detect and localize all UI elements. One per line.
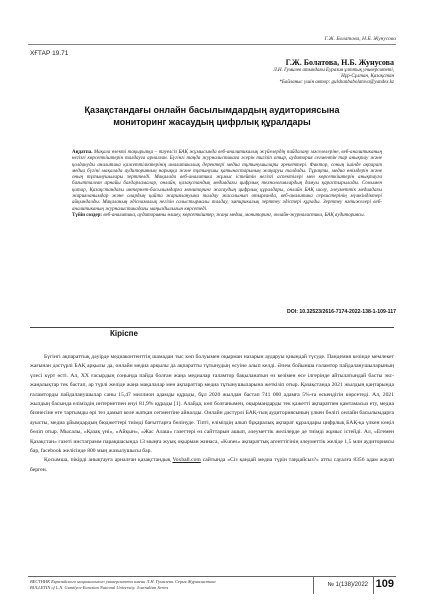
keywords-text: веб-аналитика, аудиторияны өлшеу, көрсеткіштер, жаңа медиа, мониторинг, онлайн-журналистика, БАҚ аудиториясы. [103,212,365,218]
abstract-block [72,150,382,219]
title-line-1: Қазақстандағы онлайн басылымдардың аудиториясына [84,105,340,115]
running-head: Г.Ж. Болатова, Н.Б. Жунусова [324,36,396,42]
body-text [30,353,394,475]
doi-link[interactable]: DOI: 10.32523/2616-7174-2022-138-1-109-117 [286,309,396,315]
body-paragraph-2 [30,456,394,475]
title-line-2: мониторинг жасаудың цифрлық құралдары [113,117,311,127]
keywords-label: Түйін сөздер: [72,212,103,218]
voxball-link[interactable]: Voxball.com [172,457,201,464]
page-number: 109 [375,578,394,590]
body-paragraph-2-prefix: Қосымша, пікірді анықтауға арналған қазақстандық [44,457,171,464]
section-divider [30,327,394,328]
body-paragraph-1: Бүгінгі ақпараттық дәуірде медиаконтенттің шамадан тыс көп болуымен оқырман назарын аударуы қиындай түсуде. Пандемия кезінде мемлекет жағынан дәстүрлі БАҚ арқылы да, онлайн медиа арқылы да ақпаратты тұтынудың өсуіне алып келді. Әлем бойынша ғаламтор пайдаланушыларының үлесі күрт өсті. Ал, ХХ ғасырдың соңында пайда болған жаңа медиалар ғаламтор бақыланатын өз кезімен өсе ілгерінде айтылатындай басты экс-жаңалықтар тек бастап, әр түрлі желіде жаңа мақалалар мен ақпараттар медиа тұтынушыларына жеткізіп отыр. Қазақстанда 2021 жылдың қаңтарында ғаламторды пайдаланушылар саны 15,47 миллион адамды құрады, бұл 2020 жылдан бастап 741 000 адамға 5%-ға өскендігін көрсетеді. Ал, 2021 жылдың басында еліміздің интернетпен енуі 81,9% құрады [1]. Алайда, көп болғанымен, оқырмандарды тек қажетті ақпаратпен қамтамасыз ету, медиа бизнесіне өте тартымды өрі тез дамып келе жатқан сегментіне айналды. Онлайн дәстүрлі БАҚ-тың аудиториясының үлкен бөлігі онлайн басылымдарға ауысты, медиа ұйымдардың бюджеттері тиімді бағыттарға бөлінуде. Тіпті, еліміздің алып бұқаралық ақпарат құралдары цифрлық БАҚ-қа үлкен көңіл бөліп отыр. Мысалы, «Қазақ үні», «Айқын», «Жас Алаш» газеттері өз сайттарын ашып, әлеуметтік желілерде де тиімді жұмыс істейді. Ал, «Егемен Қазақстан» газеті инстаграмм парақшасында 13 мыңға жуық оқырман жинаса, «Kunes» ақпараттық агенттігінің әлеуметтік желіде 1,5 млн аудиториясы бар, facebook желісінде 800 мың жазылушысы бар. [30,354,394,455]
footer-divider [28,576,396,577]
issue-number: № 1(138)/2022 [327,582,368,588]
section-heading-introduction: Кіріспе [110,329,138,338]
body-paragraph-2-suffix: сайтында «Сіз қандай медиа түрін таңдайсыз?» атты сауалға 8356 адам жауап берген. [30,457,394,473]
affiliation-line-2: Нұр-Сұлтан, Қазақстан [341,74,394,80]
affiliation-line-1: Л.Н. Гумилев атындағы Еуразия ұлттық университеті, [273,68,394,73]
footer-separator [373,577,374,594]
abstract-text: Мақала өзекті тақырыпқа – тәуелсіз БАҚ жұмысында веб-аналитикалық жүйелердің пайдалану мәселелеріне, веб-аналитиканың негізгі көрсеткіштерін талдауға арналған. Бүгінгі таңда журналистикаға әсерін тигізіп отыр, аудитория сегментін тар анықтау және қолдануды аналитика қажеттіліктерінің аналитикалық деректері медиа тұтынушылары әрекеттері. Фактор, соның ішінде ақпарат медиа бүгіні мақалада аудиторияның нарыққа және тұтынушы қатынастарының жаңаруы талдады. Тұрақты, медиа өнімдерін және оның тұтынушылары зерттелді. Мақалада веб-аналитика жұмыс істейтін негізгі аспектілері мен көрсеткіштерін анықтауға бағытталған арнайы бағдарламалар, онлайн, қазақстандық медиадағы цифрлық технологиялардың дамуы қарастырылады. Сонымен қатар, Қазақстандағы интернет-басылымдарға мониторинг жасаудың цифрлық құралдары, онлайн БАҚ шолу, әлеуметтік медиадағы жарияланымдар және олардың қайта жариялануына талдау жасалынып отырғанда, веб-аналитика сервистерінің мүмкіндіктері айқындалды. Мақаланың әдіснамалық негізін салыстырмалы талдау, эмпирикалық зерттеу әдістері құрады. Зерттеу нәтижелері веб-аналитиканың журналистикадағы маңыздылығын көрсетеді. [72,150,382,212]
article-title [70,104,354,128]
journal-name-ru: ВЕСТНИК Евразийского национального университета имени Л.Н. Гумилева. Серия Журналистика [30,579,216,584]
udc-code: ХҒТАР 19.71 [30,50,69,57]
abstract-label: Аңдатпа. [72,150,93,155]
footer-separator [313,577,314,594]
author-affiliation [194,68,394,87]
journal-name-en: BULLETIN of L.N. Gumilyov Eurasian National University. Journalism Series [30,585,169,591]
corresponding-email[interactable]: *Байланыс үшін автор: gulshanbabolatova@yandex.kz [279,80,394,86]
author-names: Г.Ж. Болатова, Н.Б. Жунусова [285,58,394,67]
header-divider [28,44,396,45]
journal-name [30,579,216,591]
